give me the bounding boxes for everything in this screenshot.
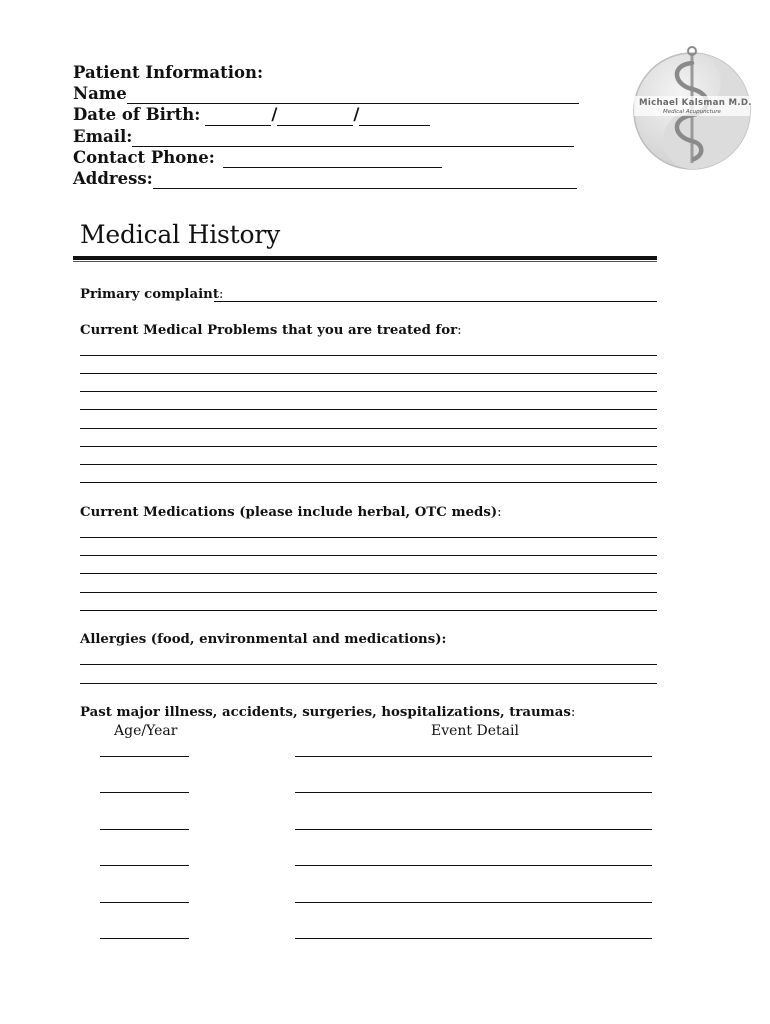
primary-complaint-label: Primary complaint xyxy=(80,287,219,302)
address-label: Address: xyxy=(73,168,153,188)
age-year-field[interactable] xyxy=(100,938,189,939)
current-problems-line[interactable] xyxy=(80,464,657,465)
current-problems-line[interactable] xyxy=(80,391,657,392)
current-medications-line[interactable] xyxy=(80,592,657,593)
patient-info-block xyxy=(73,62,579,189)
current-medications-label: Current Medications (please include herbal, OTC meds) xyxy=(80,505,498,520)
allergies-question xyxy=(80,632,446,647)
past-illness-label: Past major illness, accidents, surgeries, hospitalizations, traumas xyxy=(80,705,571,720)
age-year-field[interactable] xyxy=(100,792,189,793)
current-medications-line[interactable] xyxy=(80,573,657,574)
email-label: Email: xyxy=(73,126,133,146)
dob-month-field[interactable] xyxy=(205,109,271,126)
section-title: Medical History xyxy=(80,220,281,249)
phone-label: Contact Phone: xyxy=(73,147,215,167)
age-year-field[interactable] xyxy=(100,829,189,830)
dob-day-field[interactable] xyxy=(277,109,353,126)
email-field[interactable] xyxy=(132,130,574,147)
age-year-field[interactable] xyxy=(100,865,189,866)
age-year-field[interactable] xyxy=(100,902,189,903)
event-detail-field[interactable] xyxy=(295,902,652,903)
address-field[interactable] xyxy=(153,172,577,189)
title-divider-thin xyxy=(73,261,657,262)
name-field[interactable] xyxy=(127,87,579,104)
event-detail-field[interactable] xyxy=(295,865,652,866)
dob-label: Date of Birth: xyxy=(73,105,201,125)
primary-complaint-field[interactable] xyxy=(214,301,657,302)
age-year-field[interactable] xyxy=(100,756,189,757)
current-problems-line[interactable] xyxy=(80,355,657,356)
dob-year-field[interactable] xyxy=(359,109,430,126)
event-detail-field[interactable] xyxy=(295,756,652,757)
event-detail-field[interactable] xyxy=(295,938,652,939)
patient-info-heading: Patient Information: xyxy=(73,62,264,82)
current-problems-line[interactable] xyxy=(80,482,657,483)
primary-complaint-question: Primary complaint: xyxy=(80,287,224,302)
current-medications-question: Current Medications (please include herbal, OTC meds): xyxy=(80,505,502,520)
event-detail-field[interactable] xyxy=(295,829,652,830)
allergies-line[interactable] xyxy=(80,664,657,665)
past-illness-question: Past major illness, accidents, surgeries, hospitalizations, traumas: xyxy=(80,705,576,720)
current-medications-line[interactable] xyxy=(80,610,657,611)
logo-name: Michael Kalsman M.D. xyxy=(639,98,752,108)
dob-separator: / xyxy=(271,105,278,125)
current-problems-line[interactable] xyxy=(80,428,657,429)
name-label: Name xyxy=(73,84,127,104)
allergies-line[interactable] xyxy=(80,683,657,684)
event-detail-header: Event Detail xyxy=(431,723,519,739)
logo-subtitle: Medical Acupuncture xyxy=(663,109,721,115)
allergies-label: Allergies (food, environmental and medications): xyxy=(80,632,447,647)
current-medications-line[interactable] xyxy=(80,537,657,538)
current-medications-line[interactable] xyxy=(80,555,657,556)
current-problems-line[interactable] xyxy=(80,373,657,374)
current-problems-label: Current Medical Problems that you are treated for xyxy=(80,323,458,338)
title-divider xyxy=(73,256,657,260)
dob-separator: / xyxy=(353,105,360,125)
current-problems-line[interactable] xyxy=(80,409,657,410)
practice-logo xyxy=(630,45,752,170)
phone-field[interactable] xyxy=(223,151,442,168)
event-detail-field[interactable] xyxy=(295,792,652,793)
age-year-header: Age/Year xyxy=(114,723,178,739)
current-problems-question: Current Medical Problems that you are treated for: xyxy=(80,323,462,338)
current-problems-line[interactable] xyxy=(80,446,657,447)
